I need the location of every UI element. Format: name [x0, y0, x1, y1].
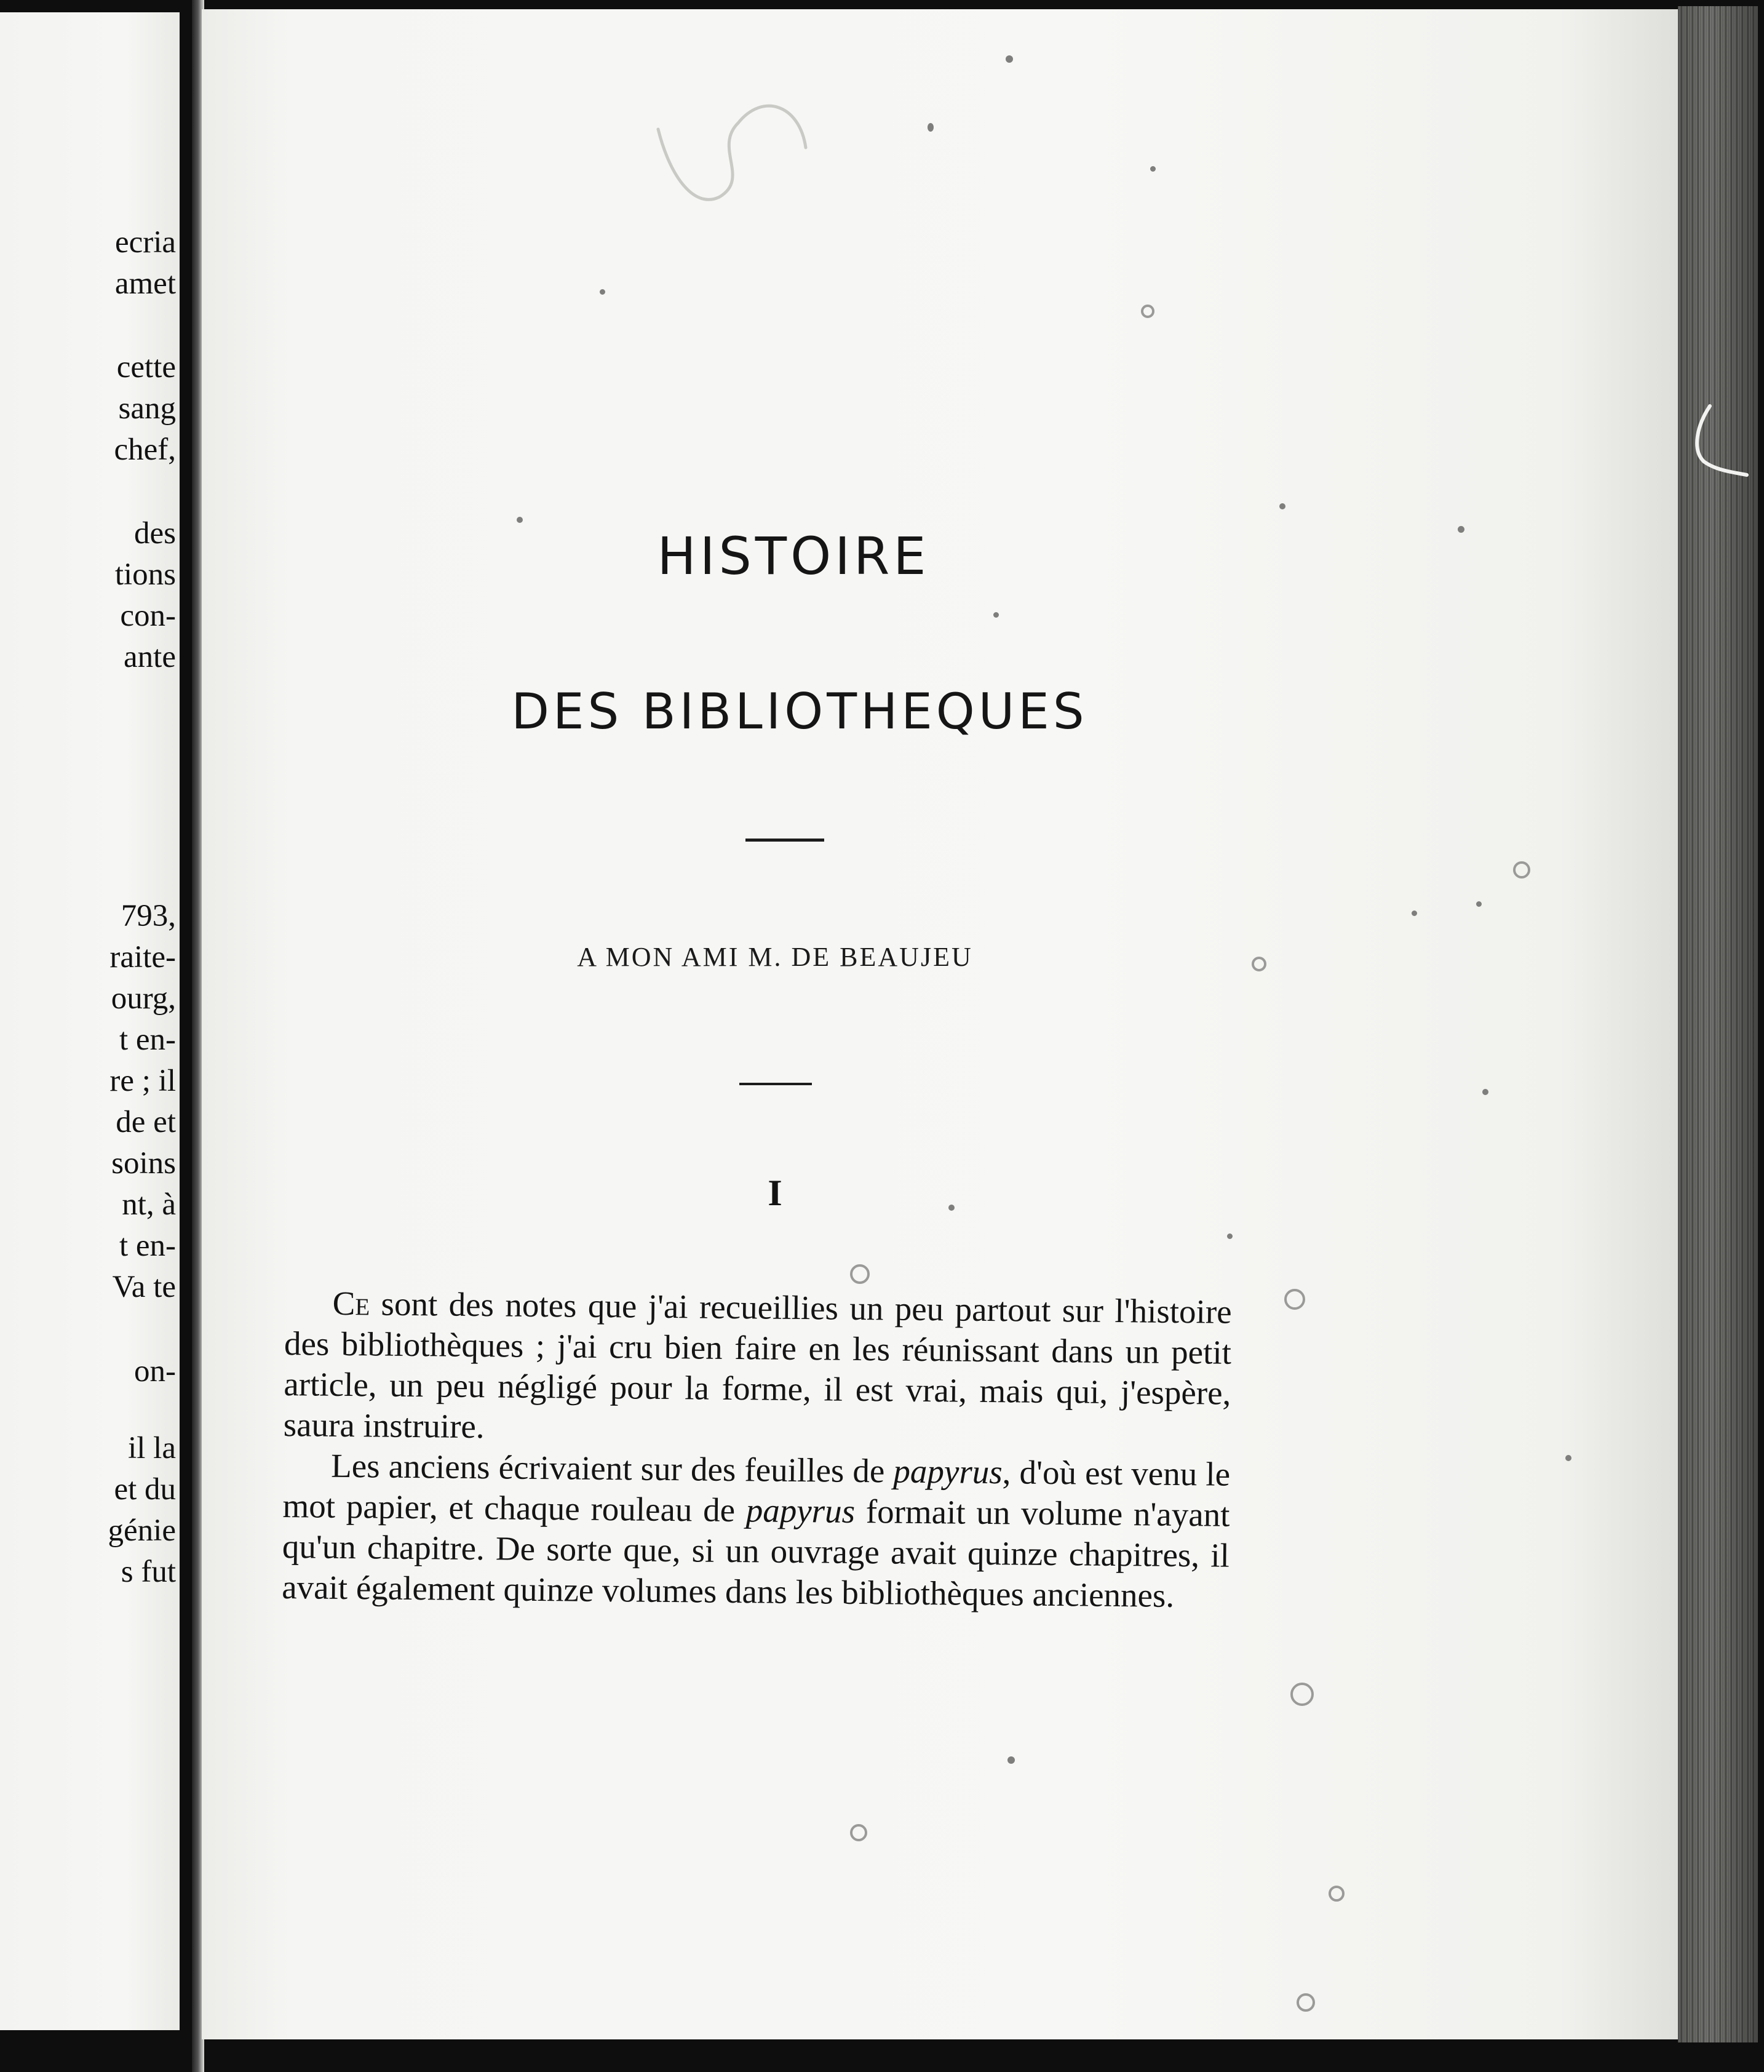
- dust-speck: [1290, 1683, 1314, 1706]
- left-page-line: 793,: [121, 899, 176, 933]
- left-page-line: des: [134, 516, 176, 551]
- dust-speck: [1412, 910, 1417, 916]
- left-page-line: ecria: [114, 225, 176, 260]
- dust-speck: [1252, 957, 1266, 971]
- dust-speck: [1284, 1289, 1305, 1310]
- left-page-line: t en-: [119, 1229, 176, 1263]
- dust-speck: [1565, 1455, 1571, 1461]
- dust-speck: [1513, 861, 1530, 879]
- left-page-line: re ; il: [109, 1064, 176, 1098]
- left-page-line: t en-: [119, 1022, 176, 1057]
- left-page-line: génie: [108, 1513, 176, 1548]
- dropcap: Ce: [332, 1284, 370, 1323]
- dust-speck: [1141, 305, 1154, 318]
- dust-speck: [1007, 1756, 1015, 1764]
- left-page-line: con-: [120, 599, 176, 633]
- ornamental-rule: [745, 839, 824, 842]
- dust-speck: [928, 123, 934, 132]
- dust-speck: [1482, 1089, 1488, 1095]
- left-page-line: ourg,: [111, 981, 176, 1016]
- left-page-line: sang: [118, 391, 176, 426]
- left-page-line: raite-: [109, 940, 176, 974]
- paragraph-text: formait un volume n'ayant qu'un chapitre. De sorte que, si un ouvrage avait quinze chapitres, il avait également quinze volumes dans les bibliothèques anciennes.: [281, 1492, 1230, 1614]
- left-page-line: chef,: [114, 432, 176, 467]
- left-page-line: de et: [116, 1105, 176, 1139]
- dust-speck: [1458, 526, 1464, 533]
- paragraph: [283, 1283, 1231, 1454]
- dust-speck: [1476, 901, 1482, 907]
- left-page-line: soins: [111, 1146, 176, 1181]
- pencil-mark: [646, 55, 843, 215]
- left-page-line: nt, à: [122, 1187, 176, 1222]
- left-page-line: tions: [114, 557, 176, 592]
- left-page-line: il la: [128, 1431, 176, 1465]
- left-page-line: Va te: [112, 1270, 176, 1304]
- dedication: A MON AMI M. DE BEAUJEU: [577, 942, 973, 972]
- dust-speck: [1279, 503, 1285, 509]
- italic-term: papyrus: [745, 1491, 856, 1530]
- title-line-1: HISTOIRE: [657, 526, 930, 586]
- dust-speck: [1297, 1993, 1315, 2012]
- paragraph-text: , d'où est venu le mot papier, et chaque rouleau de: [282, 1453, 1231, 1529]
- left-page-line: et du: [114, 1472, 176, 1507]
- left-page-line: amet: [114, 266, 176, 301]
- paragraph-text: Les anciens écrivaient sur des feuilles de: [330, 1446, 894, 1490]
- left-page-line: on-: [134, 1354, 176, 1389]
- left-page-line: s fut: [121, 1555, 176, 1589]
- right-page: [202, 9, 1678, 2039]
- dust-speck: [850, 1824, 867, 1841]
- dust-speck: [1329, 1886, 1345, 1902]
- dust-speck: [1150, 166, 1156, 172]
- dust-speck: [1006, 55, 1013, 63]
- body-text: [282, 1283, 1232, 1617]
- dust-speck: [850, 1264, 870, 1284]
- margin-mark: [1685, 400, 1753, 486]
- left-page-line: cette: [116, 350, 176, 385]
- paragraph: [282, 1445, 1230, 1617]
- ornamental-rule: [739, 1083, 812, 1085]
- dust-speck: [948, 1205, 955, 1211]
- dust-speck: [993, 612, 999, 618]
- dust-speck: [1227, 1233, 1233, 1239]
- left-page: [0, 12, 180, 2030]
- left-page-line: ante: [124, 640, 176, 674]
- dust-speck: [517, 517, 523, 523]
- italic-term: papyrus: [893, 1452, 1003, 1491]
- paragraph-text: sont des notes que j'ai recueillies un peu partout sur l'histoire des bibliothèques ; j'ai cru bien faire en les réunissant dans un petit article, un peu négligé pour la forme, il est vrai, mais qui, j'espère, saura instruire.: [283, 1285, 1232, 1446]
- dust-speck: [600, 289, 605, 295]
- title-line-2: DES BIBLIOTHEQUES: [511, 683, 1088, 740]
- page-edges-shade: [1678, 6, 1758, 2042]
- chapter-number: I: [768, 1173, 782, 1213]
